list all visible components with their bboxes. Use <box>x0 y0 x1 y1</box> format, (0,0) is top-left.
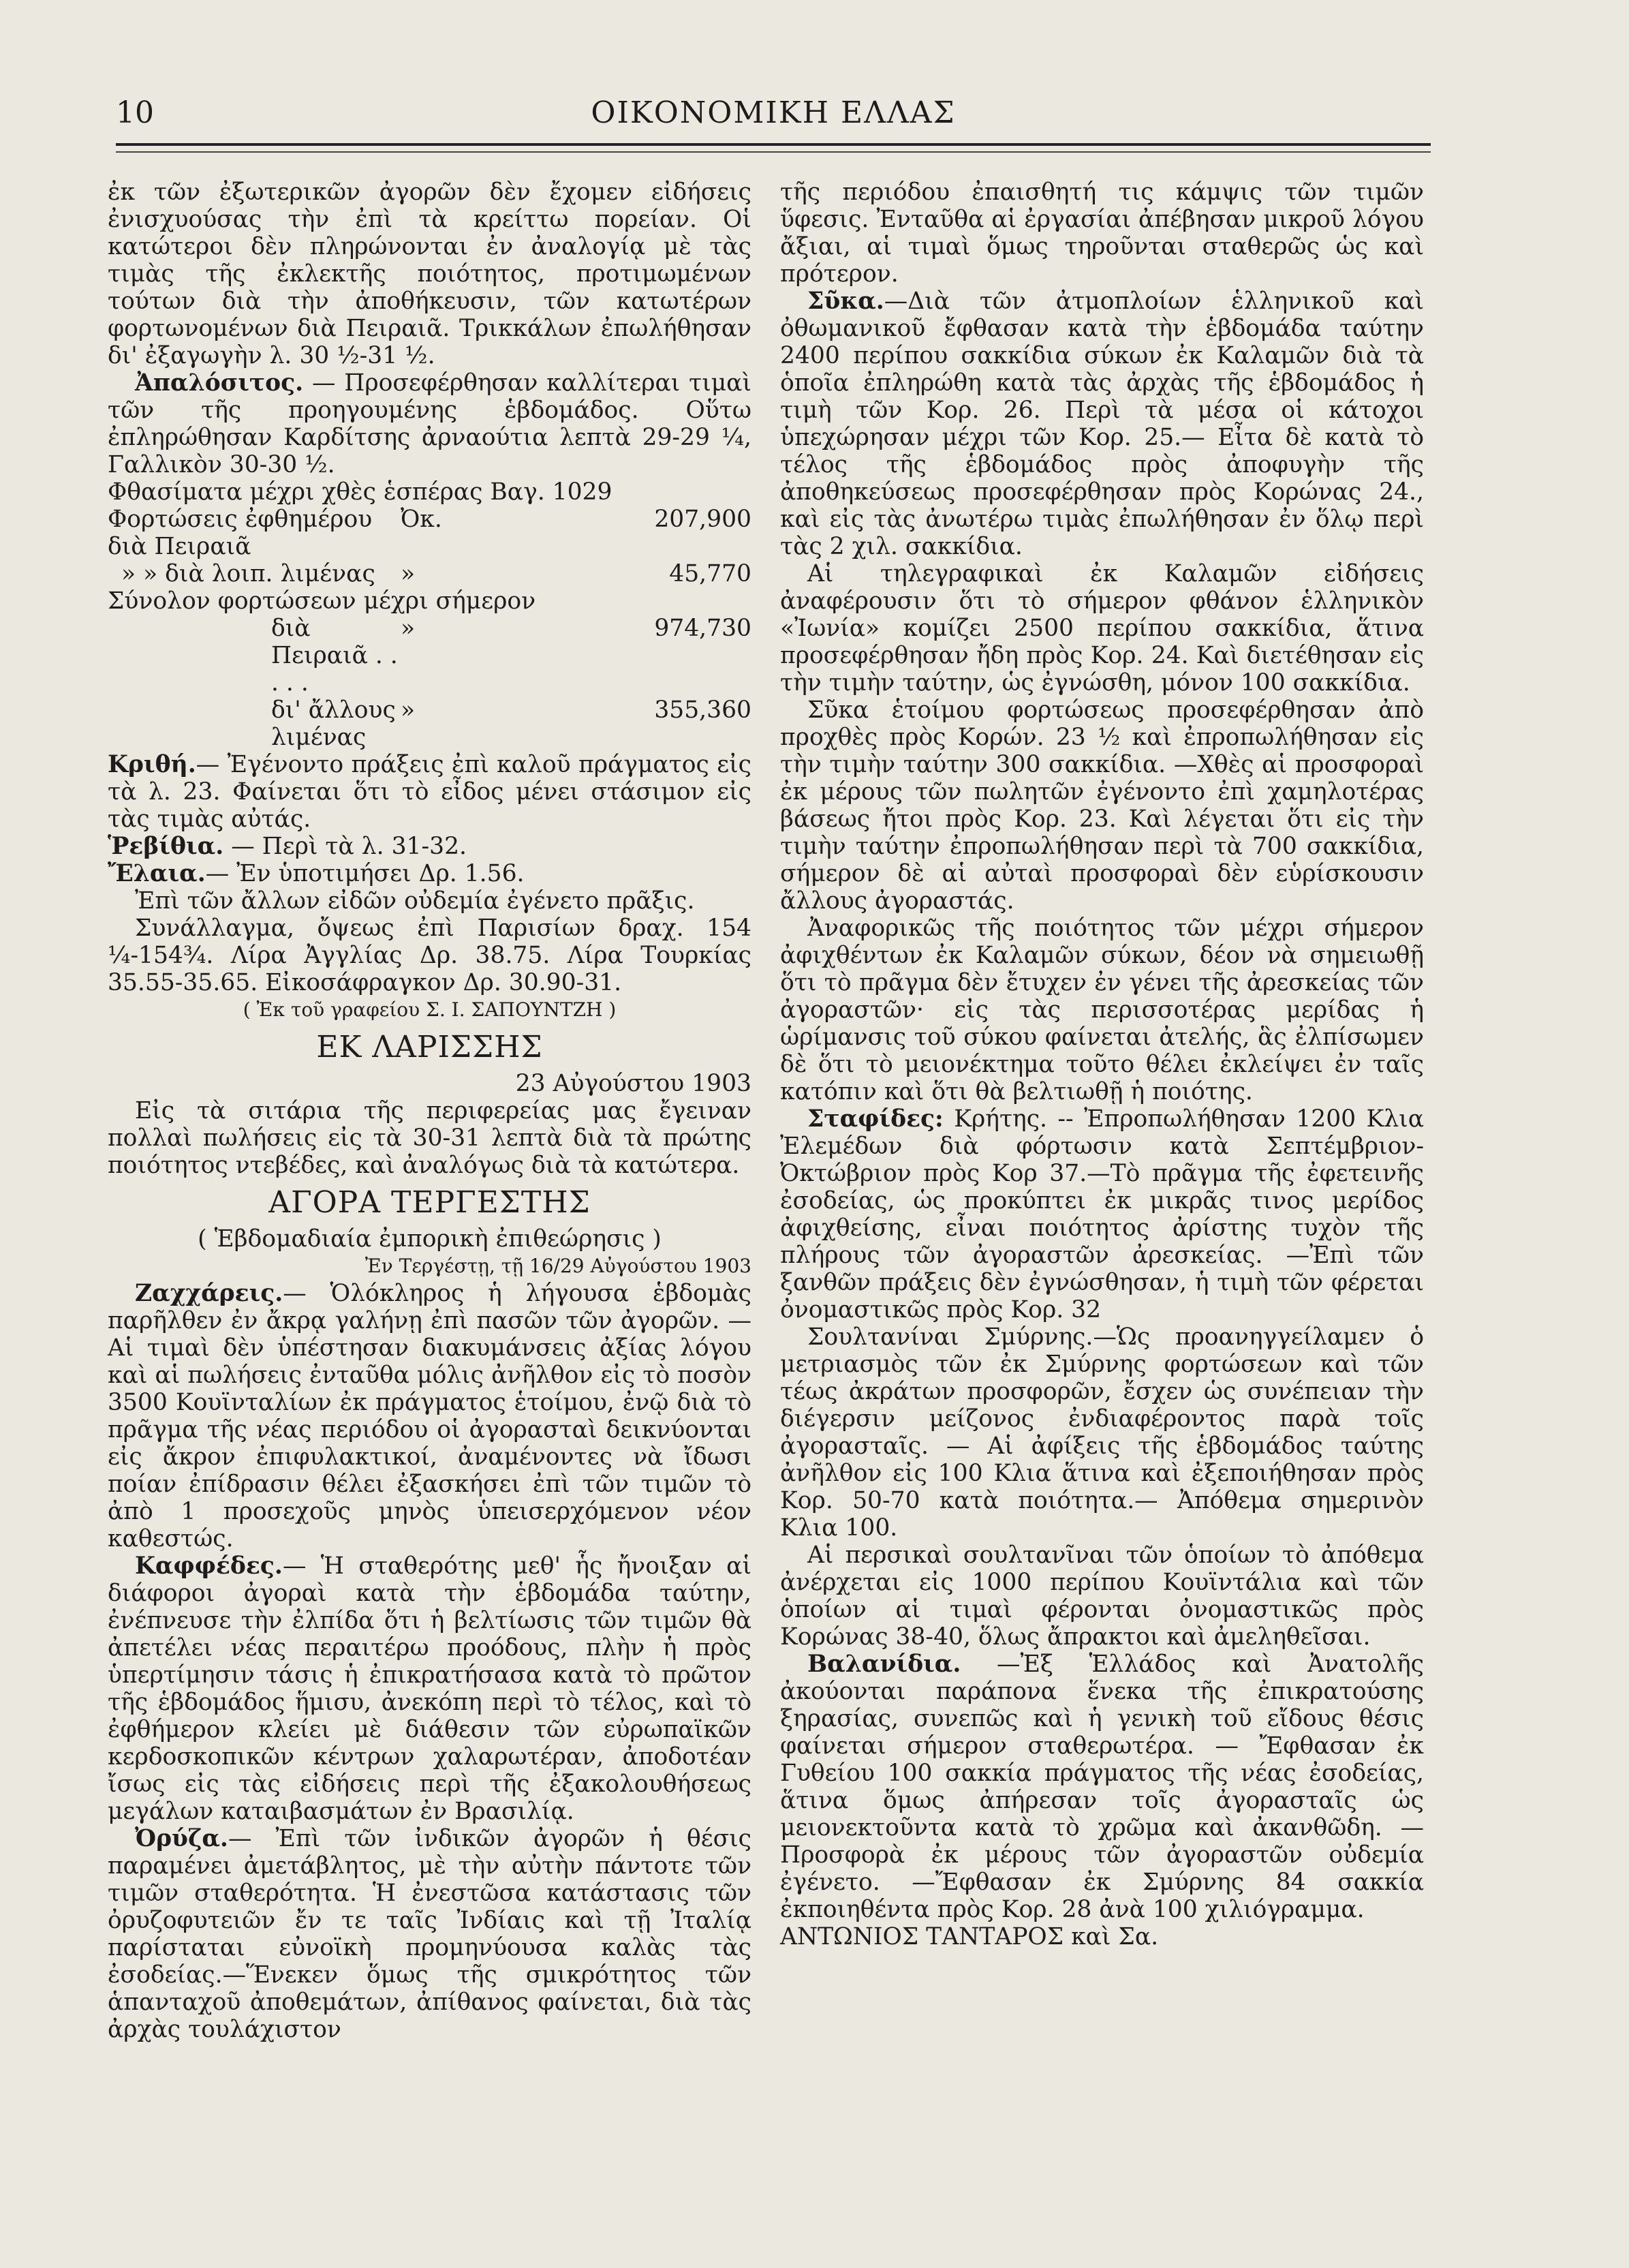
source-credit: ( Ἐκ τοῦ γραφείου Σ. Ι. ΣΑΠΟΥΝΤΖΗ ) <box>243 998 617 1021</box>
section-title-larissa: ΕΚ ΛΑΡΙΣΣΗΣ <box>316 1030 543 1064</box>
table-cell: 45,770 <box>669 560 751 587</box>
section-heading: Ζαχχάρεις. <box>135 1280 283 1307</box>
totals-table <box>108 615 751 751</box>
table-cell: » <box>401 615 416 642</box>
paragraph-krithi <box>108 751 751 833</box>
paragraph-stafides <box>780 1105 1424 1323</box>
paragraph-oryza <box>108 1825 751 2043</box>
section-heading: Σῦκα. <box>807 288 884 315</box>
table-cell: διὰ Πειραιᾶ . . . . . <box>271 615 398 696</box>
section-text: —Ὡς προανηγγείλαμεν ὁ μετριασμὸς τῶν ἐκ Σμύρνης φορτώσεων καὶ τῶν τέως ἀκράτων προσφορῶν, ἔσχεν ὡς συνέπειαν τὴν διέγερσιν μείζονος ἐνδιαφέροντος παρὰ τοῖς ἀγορασταῖς. — Αἱ ἀφίξεις τῆς ἑβδομάδος ταύτης ἀνῆλθον εἰς 100 Κλια ἅτινα καὶ ἐξεποιήθησαν πρὸς Κορ. 50-70 κατὰ ποιότητα.— Ἀπόθεμα σημερινὸν Κλια 100. <box>780 1323 1424 1542</box>
section-text: Κρήτης. -- Ἐπροπωλήθησαν 1200 Κλια Ἐλεμέδων διὰ φόρτωσιν κατὰ Σεπτέμβριον-Ὀκτώβριον πρὸς Κορ 37.—Τὸ πρᾶγμα τῆς ἐφετεινῆς ἐσοδείας, ὡς προκύπτει ἐκ μικρᾶς τινος μερίδος ἀφιχθείσης, εἶναι ποιότητος ἀρίστης τυχὸν τῆς πλήρους τῶν ἀγοραστῶν ἀρεσκείας. —Ἐπὶ τῶν ξανθῶν πράξεις δὲν ἐγνώσθησαν, ἡ τιμὴ τῶν φέρεται ὀνομαστικῶς πρὸς Κορ. 32 <box>780 1105 1424 1323</box>
page-header <box>116 95 1431 150</box>
section-heading: Καφφέδες. <box>135 1552 283 1580</box>
table-cell: Φορτώσεις ἐφθημέρου διὰ Πειραιᾶ <box>108 506 373 560</box>
section-text: — Ὁλόκληρος ἡ λήγουσα ἑβδομὰς παρῆλθεν ἐν ἄκρᾳ γαλήνῃ ἐπὶ πασῶν τῶν ἀγορῶν. — Αἱ τιμαὶ δὲν ὑπέστησαν διακυμάνσεις ἀξίας λόγου καὶ αἱ πωλήσεις ἐνταῦθα μόλις ἀνῆλθον εἰς τὸ ποσὸν 3500 Κουϊνταλίων ἐκ πράγματος ἑτοίμου, ἐνῷ διὰ τὸ πρᾶγμα τῆς νέας περιόδου οἱ ἀγορασταὶ δεικνύονται εἰς ἄκρον ἐπιφυλακτικοί, ἀναμένοντες νὰ ἴδωσι ποίαν ἐπίδρασιν θέλει ἐξασκήσει ἐπὶ τῶν τιμῶν τὸ ἀπὸ 1 προσεχοῦς μηνὸς ὑπεισερχόμενον νέον καθεστώς. <box>108 1280 751 1552</box>
section-heading: Ῥεβίθια. <box>108 833 224 860</box>
section-heading: Ἀπαλόσιτος. <box>135 369 304 397</box>
paragraph-syka <box>780 288 1424 560</box>
section-text: — Προσεφέρθησαν καλλίτεραι τιμαὶ τῶν τῆς προηγουμένης ἑβδομάδος. Οὕτω ἐπληρώθησαν Καρδίτσης ἀρναούτια λεπτὰ 29-29 ¼, Γαλλικὸν 30-30 ½. <box>108 369 751 478</box>
paragraph-exchange: Συνάλλαγμα, ὄψεως ἐπὶ Παρισίων δραχ. 154 ¼-154¾. Λίρα Ἀγγλίας Δρ. 38.75. Λίρα Τουρκίας 35.55-35.65. Εἰκοσάφραγκον Δρ. 30.90-31. <box>108 915 751 996</box>
paragraph: Ἀναφορικῶς τῆς ποιότητος τῶν μέχρι σήμερον ἀφιχθέντων ἐκ Καλαμῶν σύκων, δέον νὰ σημειωθῇ ὅτι τὸ πρᾶγμα δὲν ἔτυχεν ἐν γένει τῆς ἀρεσκείας τῶν ἀγοραστῶν· εἰς τὰς περισσοτέρας μερίδας ἡ ὡρίμανσις τοῦ σύκου φαίνεται ἀτελής, ἃς ἐλπίσωμεν δὲ ὅτι τὸ μειονέκτημα τοῦτο θέλει ἐκλείψει ἐν ταῖς κατόπιν καὶ ὅτι θὰ βελτιωθῇ ἡ ποιότης. <box>780 915 1424 1105</box>
journal-title: ΟΙΚΟΝΟΜΙΚΗ ΕΛΛΑΣ <box>591 95 956 130</box>
dateline: Ἐν Τεργέστῃ, τῇ 16/29 Αὐγούστου 1903 <box>364 1255 751 1277</box>
header-rule-thin <box>116 151 1431 153</box>
section-text: — Ἐπὶ τῶν ἰνδικῶν ἀγορῶν ἡ θέσις παραμένει ἀμετάβλητος, μὲ τὴν αὐτὴν πάντοτε τῶν τιμῶν σταθερότητα. Ἡ ἐνεστῶσα κατάστασις τῶν ὀρυζοφυτειῶν ἔν τε ταῖς Ἰνδίαις καὶ τῇ Ἰταλίᾳ παρίσταται εὐνοϊκὴ προμηνύουσα καλὰς τὰς ἐσοδείας.—Ἕνεκεν ὅμως τῆς σμικρότητος τῶν ἁπανταχοῦ ἀποθεμάτων, ἀπίθανος φαίνεται, διὰ τὰς ἀρχὰς τουλάχιστον <box>108 1825 751 2043</box>
section-heading: Κριθή. <box>108 751 196 778</box>
table-cell: 974,730 <box>654 615 751 642</box>
paragraph: τῆς περιόδου ἐπαισθητή τις κάμψις τῶν τιμῶν ὕφεσις. Ἐνταῦθα αἱ ἐργασίαι ἀπέβησαν μικροῦ λόγου ἄξιαι, αἱ τιμαὶ ὅμως τηροῦνται σταθερῶς ὡς καὶ πρότερον. <box>780 179 1424 288</box>
section-text: — Ἐν ὑποτιμήσει Δρ. 1.56. <box>205 860 525 887</box>
section-heading: Σουλτανίναι Σμύρνης. <box>807 1323 1093 1351</box>
total-label: Σύνολον φορτώσεων μέχρι σήμερον <box>108 587 536 615</box>
section-heading: Σταφίδες: <box>807 1105 944 1133</box>
paragraph: Αἱ τηλεγραφικαὶ ἐκ Καλαμῶν εἰδήσεις ἀναφέρουσιν ὅτι τὸ σήμερον φθάνον ἑλληνικὸν «Ἰωνία» κομίζει 2500 περίπου σακκίδια, ἅτινα προσεφέρθησαν ἤδη πρὸς Κορ. 24. Καὶ διετέθησαν εἰς τὴν τιμὴν ταύτην, ὡς ἐγνώσθη, μόνον 100 σακκίδια. <box>780 560 1424 696</box>
paragraph: ἐκ τῶν ἐξωτερικῶν ἀγορῶν δὲν ἔχομεν εἰδήσεις ἐνισχυούσας τὴν ἐπὶ τὰ κρείττω πορείαν. Οἱ κατώτεροι δὲν πληρώνονται ἐν ἀναλογίᾳ μὲ τὰς τιμὰς τῆς ἐκλεκτῆς ποιότητος, προτιμωμένων τούτων διὰ τὴν ἀποθήκευσιν, τῶν κατωτέρων φορτωνομένων διὰ Πειραιᾶ. Τρικκάλων ἐπωλήθησαν δι' ἐξαγωγὴν λ. 30 ½-31 ½. <box>108 179 751 369</box>
table-cell: 355,360 <box>654 696 751 724</box>
table-cell: Ὀκ. <box>401 506 442 533</box>
paragraph: Ἐπὶ τῶν ἄλλων εἰδῶν οὐδεμία ἐγένετο πρᾶξις. <box>135 887 695 915</box>
paragraph: Εἰς τὰ σιτάρια τῆς περιφερείας μας ἔγειναν πολλαὶ πωλήσεις εἰς τὰ 30-31 λεπτὰ διὰ τὰ πρώτης ποιότητος ντεβέδες, καὶ ἀναλόγως διὰ τὰ κατώτερα. <box>108 1097 751 1179</box>
signature: ΑΝΤΩΝΙΟΣ ΤΑΝΤΑΡΟΣ καὶ Σα. <box>780 1923 1159 1950</box>
section-text: —Διὰ τῶν ἀτμοπλοίων ἑλληνικοῦ καὶ ὀθωμανικοῦ ἔφθασαν κατὰ τὴν ἑβδομάδα ταύτην 2400 περίπου σακκίδια σύκων ἐκ Καλαμῶν διὰ τὰ ὁποῖα ἐπληρώθη κατὰ τὰς ἀρχὰς τῆς ἑβδομάδος ἡ τιμὴ τῶν Κορ. 26. Περὶ τὰ μέσα οἱ κάτοχοι ὑπεχώρησαν μέχρι τῶν Κορ. 25.— Εἶτα δὲ κατὰ τὸ τέλος τῆς ἑβδομάδος πρὸς ἀποφυγὴν τῆς ἀποθηκεύσεως προσεφέρθησαν πρὸς Κορώνας 24., καὶ εἰς τὰς ἀνωτέρω τιμὰς ἐπωλήθησαν ἐν ὅλῳ περὶ τὰς 2 χιλ. σακκίδια. <box>780 288 1424 560</box>
table-cell: 207,900 <box>654 506 751 533</box>
section-title-trieste: ΑΓΟΡΑ ΤΕΡΓΕΣΤΗΣ <box>268 1185 591 1220</box>
table-cell: » <box>401 560 416 587</box>
section-text: — Ἡ σταθερότης μεθ' ἧς ἤνοιξαν αἱ διάφοροι ἀγοραὶ κατὰ τὴν ἑβδομάδα ταύτην, ἐνέπνευσε τὴν ἐλπίδα ὅτι ἡ βελτίωσις τῶν τιμῶν θὰ ἀπετέλει νέας περαιτέρω προόδους, πλὴν ἡ πρὸς ὑπερτίμησιν τάσις ἡ ἐπικρατήσασα κατὰ τὸ πρῶτον τῆς ἑβδομάδος ἥμισυ, ἀνεκόπη περὶ τὸ τέλος, καὶ τὸ ἐφθήμερον κλείει μὲ διάθεσιν τῶν εὐρωπαϊκῶν κερδοσκοπικῶν κέντρων χαλαρωτέραν, ἀποδοτέαν ἴσως εἰς τὰς εἰδήσεις περὶ τῆς ἐξακολουθήσεως μεγάλων καταιβασμάτων ἐν Βρασιλίᾳ. <box>108 1552 751 1825</box>
dateline: 23 Αὐγούστου 1903 <box>515 1070 751 1097</box>
paragraph-apalositos <box>108 369 751 478</box>
paragraph-soultanines <box>780 1323 1424 1542</box>
section-heading: Ὀρύζα. <box>135 1825 228 1852</box>
page-number: 10 <box>116 95 154 130</box>
paragraph-elaia <box>108 860 751 887</box>
paragraph: Σῦκα ἑτοίμου φορτώσεως προσεφέρθησαν ἀπὸ προχθὲς πρὸς Κορών. 23 ½ καὶ ἐπροπωλήθησαν εἰς τὴν τιμὴν ταύτην 300 σακκίδια. —Χθὲς αἱ προσφοραὶ ἐκ μέρους τῶν πωλητῶν ἐγένοντο ἐπὶ χαμηλοτέρας βάσεως ἤτοι πρὸς Κορ. 23. Καὶ λέγεται ὅτι εἰς τὴν τιμὴν ταύτην ἐπροπωλήθησαν περὶ τὰ 700 σακκίδια, σήμερον δὲ αἱ αὐταὶ προσφοραὶ δὲν εὑρίσκουσιν ἄλλους ἀγοραστάς. <box>780 696 1424 915</box>
section-heading: Ἔλαια. <box>108 860 206 887</box>
section-text: —Ἐξ Ἑλλάδος καὶ Ἀνατολῆς ἀκούονται παράπονα ἕνεκα τῆς ἐπικρατούσης ξηρασίας, συνεπῶς καὶ ἡ γενικὴ τοῦ εἴδους θέσις φαίνεται σήμερον σταθερωτέρα. — Ἔφθασαν ἐκ Γυθείου 100 σακκία πράγματος τῆς νέας ἐσοδείας, ἅτινα ὅμως ἀπήρεσαν τοῖς ἀγορασταῖς ὡς μειονεκτοῦντα κατὰ τὸ χρῶμα καὶ ἀκανθῶδη. — Προσφορὰ ἐκ μέρους τῶν ἀγοραστῶν οὐδεμία ἐγένετο. —Ἔφθασαν ἐκ Σμύρνης 84 σακκία ἐκποιηθέντα πρὸς Κορ. 28 ἀνὰ 100 χιλιόγραμμα. <box>780 1651 1424 1923</box>
section-text: — Ἐγένοντο πράξεις ἐπὶ καλοῦ πράγματος εἰς τὰ λ. 23. Φαίνεται ὅτι τὸ εἶδος μένει στάσιμον εἰς τὰς τιμὰς αὐτάς. <box>108 751 751 833</box>
table-cell: » » διὰ λοιπ. λιμένας <box>121 560 375 587</box>
right-column <box>780 179 1424 2241</box>
section-text: — Περὶ τὰ λ. 31-32. <box>223 833 467 860</box>
paragraph-revithia <box>108 833 751 860</box>
paragraph-zachari <box>108 1280 751 1552</box>
header-rule <box>116 143 1431 146</box>
left-column <box>108 179 751 2241</box>
paragraph-kaffedes <box>108 1552 751 1825</box>
subtitle: ( Ἑβδομαδιαία ἐμπορικὴ ἐπιθεώρησις ) <box>198 1225 662 1253</box>
section-heading: Βαλανίδια. <box>807 1651 961 1678</box>
paragraph: Αἱ περσικαὶ σουλτανῖναι τῶν ὁποίων τὸ ἀπόθεμα ἀνέρχεται εἰς 1000 περίπου Κουϊντάλια καὶ τῶν ὁποίων αἱ τιμαὶ φέρονται ὀνομαστικῶς πρὸς Κορώνας 38-40, ὅλως ἄπρακτοι καὶ ἀμεληθεῖσαι. <box>780 1542 1424 1651</box>
table-cell: » <box>401 696 416 724</box>
table-cell: δι' ἄλλους λιμένας <box>271 696 396 751</box>
shipments-table <box>108 506 751 587</box>
paragraph-valanidia <box>780 1651 1424 1923</box>
stock-label: Φθασίματα μέχρι χθὲς ἑσπέρας Βαγ. 1029 <box>108 478 612 506</box>
